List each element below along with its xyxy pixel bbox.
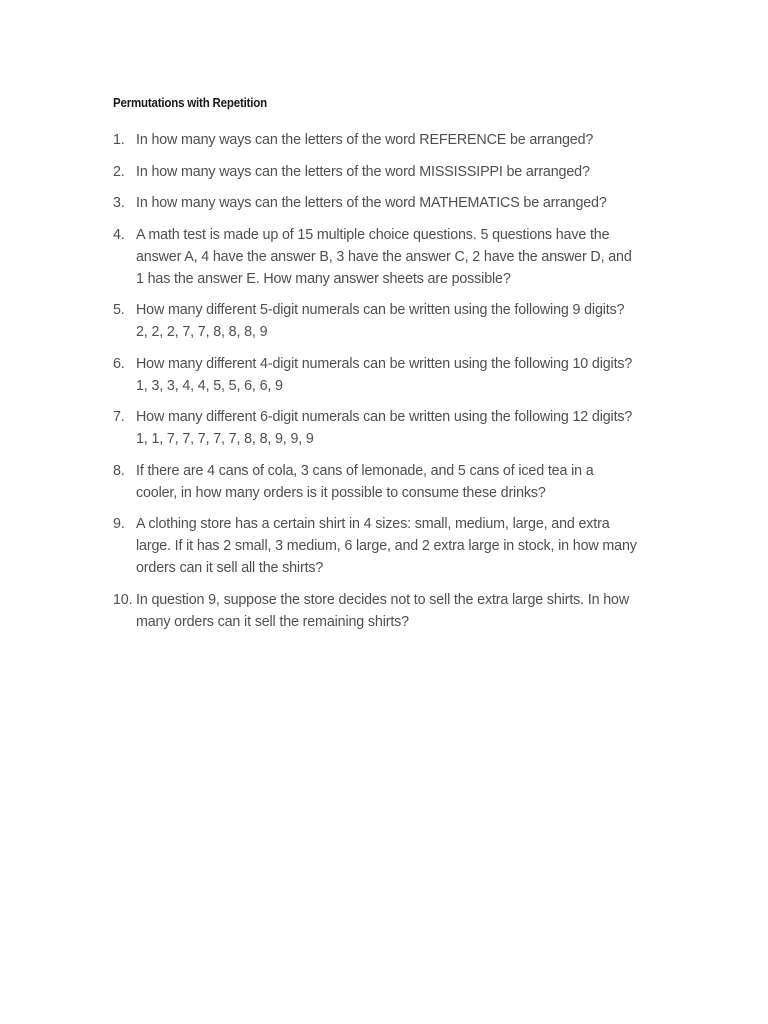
question-line: In how many ways can the letters of the word REFERENCE be arranged? — [136, 132, 594, 148]
question-number: 7. — [113, 409, 125, 425]
question-item — [113, 353, 693, 397]
question-item — [113, 589, 693, 633]
question-list — [113, 129, 693, 642]
question-item — [113, 299, 693, 343]
question-line: In question 9, suppose the store decides not to sell the extra large shirts. In how — [136, 591, 630, 608]
question-number: 1. — [113, 132, 125, 148]
question-line: 1, 3, 3, 4, 4, 5, 5, 6, 6, 9 — [136, 377, 283, 394]
question-number: 2. — [113, 163, 125, 180]
question-text — [136, 589, 693, 633]
question-line: many orders can it sell the remaining shirts? — [136, 613, 409, 630]
page-title: Permutations with Repetition — [113, 96, 267, 110]
question-line: How many different 6-digit numerals can be written using the following 12 digits? — [136, 409, 633, 425]
question-line: cooler, in how many orders is it possible to consume these drinks? — [136, 484, 546, 501]
question-number: 9. — [113, 516, 125, 532]
question-text — [136, 299, 693, 343]
question-line: 1, 1, 7, 7, 7, 7, 7, 8, 8, 9, 9, 9 — [136, 431, 314, 447]
question-line: In how many ways can the letters of the word MISSISSIPPI be arranged? — [136, 163, 590, 180]
question-text — [136, 406, 693, 450]
question-number: 10. — [113, 591, 133, 608]
question-line: If there are 4 cans of cola, 3 cans of lemonade, and 5 cans of iced tea in a — [136, 462, 594, 479]
question-line: In how many ways can the letters of the word MATHEMATICS be arranged? — [136, 195, 607, 211]
question-text — [136, 192, 693, 214]
question-line: A math test is made up of 15 multiple choice questions. 5 questions have the — [136, 226, 610, 243]
question-item — [113, 406, 693, 450]
question-number: 8. — [113, 462, 125, 479]
question-text — [136, 353, 693, 397]
question-line: 1 has the answer E. How many answer sheets are possible? — [136, 270, 511, 287]
question-item — [113, 192, 693, 214]
question-number: 4. — [113, 226, 125, 243]
question-line: answer A, 4 have the answer B, 3 have the answer C, 2 have the answer D, and — [136, 248, 632, 265]
question-text — [136, 460, 693, 504]
question-text — [136, 161, 693, 183]
question-line: How many different 4-digit numerals can be written using the following 10 digits? — [136, 355, 633, 372]
question-line: How many different 5-digit numerals can be written using the following 9 digits? — [136, 302, 625, 318]
question-line: A clothing store has a certain shirt in 4 sizes: small, medium, large, and extra — [136, 516, 610, 532]
question-item — [113, 513, 693, 579]
question-item — [113, 129, 693, 151]
question-item — [113, 161, 693, 183]
question-text — [136, 224, 693, 290]
question-line: 2, 2, 2, 7, 7, 8, 8, 8, 9 — [136, 324, 268, 340]
question-line: large. If it has 2 small, 3 medium, 6 large, and 2 extra large in stock, in how many — [136, 538, 637, 554]
question-text — [136, 513, 693, 579]
question-number: 5. — [113, 302, 125, 318]
question-item — [113, 224, 693, 290]
question-item — [113, 460, 693, 504]
question-text — [136, 129, 693, 151]
question-number: 6. — [113, 355, 125, 372]
question-number: 3. — [113, 195, 125, 211]
question-line: orders can it sell all the shirts? — [136, 560, 324, 576]
